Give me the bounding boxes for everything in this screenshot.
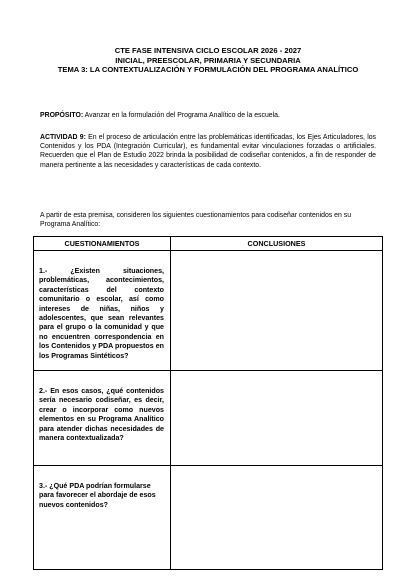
actividad-paragraph <box>40 133 376 170</box>
document-header <box>40 46 376 75</box>
header-line-3: TEMA 3: LA CONTEXTUALIZACIÓN Y FORMULACIÓN DEL PROGRAMA ANALÍTICO <box>57 65 359 75</box>
table-row <box>34 251 383 371</box>
proposito-text: Avanzar en la formulación del Programa Analítico de la escuela. <box>83 112 280 119</box>
conclusion-cell-2[interactable] <box>171 371 383 466</box>
actividad-label: ACTIVIDAD 9: <box>40 134 86 141</box>
intro-paragraph: A partir de esta premisa, consideren los siguientes cuestionamientos para codiseñar contenidos en su Programa Analítico: <box>40 212 352 229</box>
table-header-row <box>34 237 383 251</box>
proposito-label: PROPÓSITO: <box>40 112 84 119</box>
table-row <box>34 371 383 466</box>
question-cell-1: 1.- ¿Existen situaciones, problemáticas, acontecimientos, características del contexto comunitario o escolar, así como intereses de niñas, niños y adolescentes, que sean relevantes para el grupo o la comunidad y que no encuentren correspondencia en los Contenidos y PDA propuestos en los Programas Sintéticos? <box>34 251 171 371</box>
conclusion-cell-1[interactable] <box>171 251 383 371</box>
proposito-paragraph <box>40 111 376 120</box>
conclusion-cell-3[interactable] <box>171 466 383 570</box>
header-line-2: INICIAL, PREESCOLAR, PRIMARIA Y SECUNDARIA <box>115 55 301 65</box>
header-cuestionamientos: CUESTIONAMIENTOS <box>34 237 171 251</box>
actividad-text: En el proceso de articulación entre las problemáticas identificadas, los Ejes Articuladores, los Contenidos y los PDA (Integración Curricular), es fundamental evitar vinculaciones forzadas o artificiales. Recuerden que el Plan de Estudio 2022 brinda la posibilidad de codiseñar contenidos, a fin de responder de manera pertinente a las necesidades y características de cada contexto. <box>40 134 377 169</box>
table-row <box>34 466 383 570</box>
header-line-1: CTE FASE INTENSIVA CICLO ESCOLAR 2026 - 2027 <box>114 46 302 55</box>
questions-table <box>33 236 383 570</box>
question-cell-3: 3.- ¿Qué PDA podrían formularse para favorecer el abordaje de esos nuevos contenidos? <box>34 466 171 570</box>
question-cell-2: 2.- En esos casos, ¿qué contenidos sería necesario codiseñar, es decir, crear o incorporar como nuevos elementos en su Programa Analítico para atender dichas necesidades de manera contextualizada? <box>34 371 171 466</box>
header-conclusiones: CONCLUSIONES <box>171 237 383 251</box>
